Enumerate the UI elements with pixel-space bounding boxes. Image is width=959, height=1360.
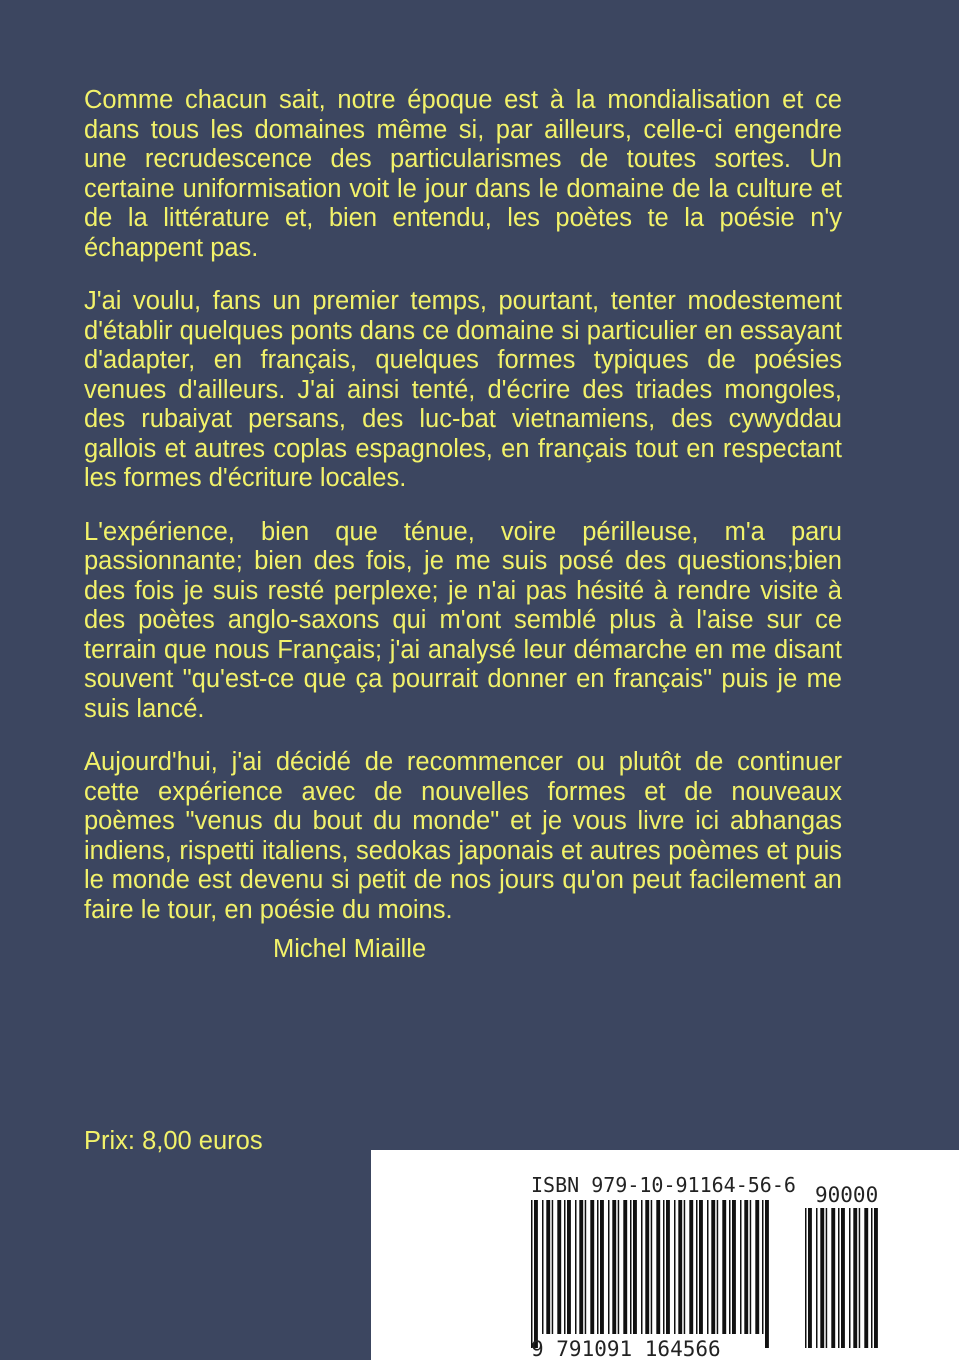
paragraph-2: J'ai voulu, fans un premier temps, pourtant, tenter modestement d'établir quelques ponts dans ce domaine si particulier en essayant d'adapter, en français, quelques formes typiques de poésies venues d'ailleurs. J'ai ainsi tenté, d'écrire des triades mongoles, des rubaiyat persans, des luc-bat vietnamiens, des cywyddau gallois et autres coplas espagnoles, en français tout en respectant les formes d'écriture locales.: [84, 287, 842, 492]
barcode-bar: [755, 1200, 759, 1334]
barcode-bar: [645, 1200, 649, 1334]
barcode-bar: [579, 1200, 583, 1334]
barcode-bar: [841, 1208, 845, 1348]
barcode-bar: [864, 1208, 868, 1348]
barcode-bar: [853, 1208, 857, 1348]
barcode-bar: [651, 1200, 653, 1348]
barcode-bar: [663, 1200, 665, 1334]
barcode-bar: [633, 1200, 637, 1334]
barcode-bar: [684, 1200, 686, 1334]
barcode-bar: [717, 1200, 719, 1334]
barcode-bar: [707, 1200, 709, 1334]
barcode-bar: [585, 1200, 587, 1334]
back-cover-text: [84, 86, 842, 925]
barcode-bar: [641, 1200, 643, 1334]
barcode-bar: [542, 1200, 544, 1334]
barcode-bar: [732, 1200, 736, 1334]
barcode-bar: [729, 1200, 731, 1334]
paragraph-4: Aujourd'hui, j'ai décidé de recommencer ou plutôt de continuer cette expérience avec de nouvelles formes et de nouveaux poèmes "venus du bout du monde" et je vous livre ici abhangas indiens, rispetti italiens, sedokas japonais et autres poèmes et puis le monde est devenu si petit de nos jours qu'on peut facilement an faire le tour, en poésie du moins.: [84, 748, 842, 924]
barcode-panel: [371, 1150, 959, 1360]
addon-digits: 90000: [815, 1183, 879, 1207]
barcode-bar: [826, 1208, 828, 1348]
barcode-bar: [874, 1208, 878, 1348]
barcode-bar: [590, 1200, 594, 1334]
barcode-bar: [871, 1208, 873, 1348]
barcode-bar: [820, 1208, 824, 1348]
barcode-bar: [552, 1200, 554, 1334]
barcode-bar: [765, 1200, 769, 1348]
ean-digits: 9 791091 164566: [531, 1337, 721, 1360]
barcode-bar: [531, 1200, 533, 1348]
barcode-bar: [534, 1200, 538, 1348]
barcode-addon-bars: [805, 1208, 878, 1348]
barcode-bar: [849, 1208, 851, 1348]
barcode-bar: [630, 1200, 632, 1334]
isbn-label: ISBN 979-10-91164-56-6: [531, 1173, 796, 1197]
author-signature: Michel Miaille: [273, 935, 427, 963]
barcode-bar: [711, 1200, 715, 1334]
barcode-bar: [699, 1200, 703, 1334]
barcode-bar: [750, 1200, 752, 1334]
barcode-bar: [575, 1200, 577, 1334]
barcode-bar: [557, 1200, 561, 1334]
barcode-bar: [762, 1200, 764, 1334]
barcode-bar: [666, 1200, 670, 1334]
barcode-bar: [567, 1200, 571, 1334]
barcode-bar: [678, 1200, 682, 1334]
barcode-bar: [805, 1208, 807, 1348]
barcode-bar: [740, 1200, 742, 1334]
barcode-bar: [808, 1208, 812, 1348]
barcode-bar: [816, 1208, 818, 1348]
barcode-bar: [612, 1200, 616, 1334]
barcode-bar: [696, 1200, 698, 1334]
barcode-bar: [831, 1208, 835, 1348]
barcode-bar: [838, 1208, 840, 1348]
barcode-main-bars: [531, 1200, 769, 1348]
barcode-bar: [608, 1200, 610, 1334]
paragraph-3: L'expérience, bien que ténue, voire périlleuse, m'a paru passionnante; bien des fois, je me suis posé des questions;bien des fois je suis resté perplexe; je n'ai pas hésité à rendre visite à des poètes anglo-saxons qui m'ont semblé plus à l'aise sur ce terrain que nous Français; j'ai analysé leur démarche en me disant souvent "qu'est-ce que ça pourrait donner en français" puis je me suis lancé.: [84, 517, 842, 723]
paragraph-1: Comme chacun sait, notre époque est à la mondialisation et ce dans tous les domaines même si, par ailleurs, celle-ci engendre une recrudescence des particularismes de toutes sortes. Un certaine uniformisation voit le jour dans le domaine de la culture et de la littérature et, bien entendu, les poètes te la poésie n'y échappent pas.: [84, 86, 842, 262]
barcode: [371, 1150, 959, 1360]
barcode-bar: [722, 1200, 726, 1334]
barcode-bar: [744, 1200, 748, 1334]
barcode-bar: [674, 1200, 676, 1334]
barcode-bar: [597, 1200, 599, 1334]
barcode-bar: [546, 1200, 550, 1334]
barcode-bar: [600, 1200, 604, 1334]
barcode-bar: [859, 1208, 861, 1348]
barcode-bar: [618, 1200, 620, 1334]
barcode-bar: [623, 1200, 627, 1334]
barcode-bar: [689, 1200, 693, 1334]
barcode-bar: [656, 1200, 660, 1334]
barcode-bar: [564, 1200, 566, 1334]
price-label: Prix: 8,00 euros: [84, 1127, 263, 1155]
